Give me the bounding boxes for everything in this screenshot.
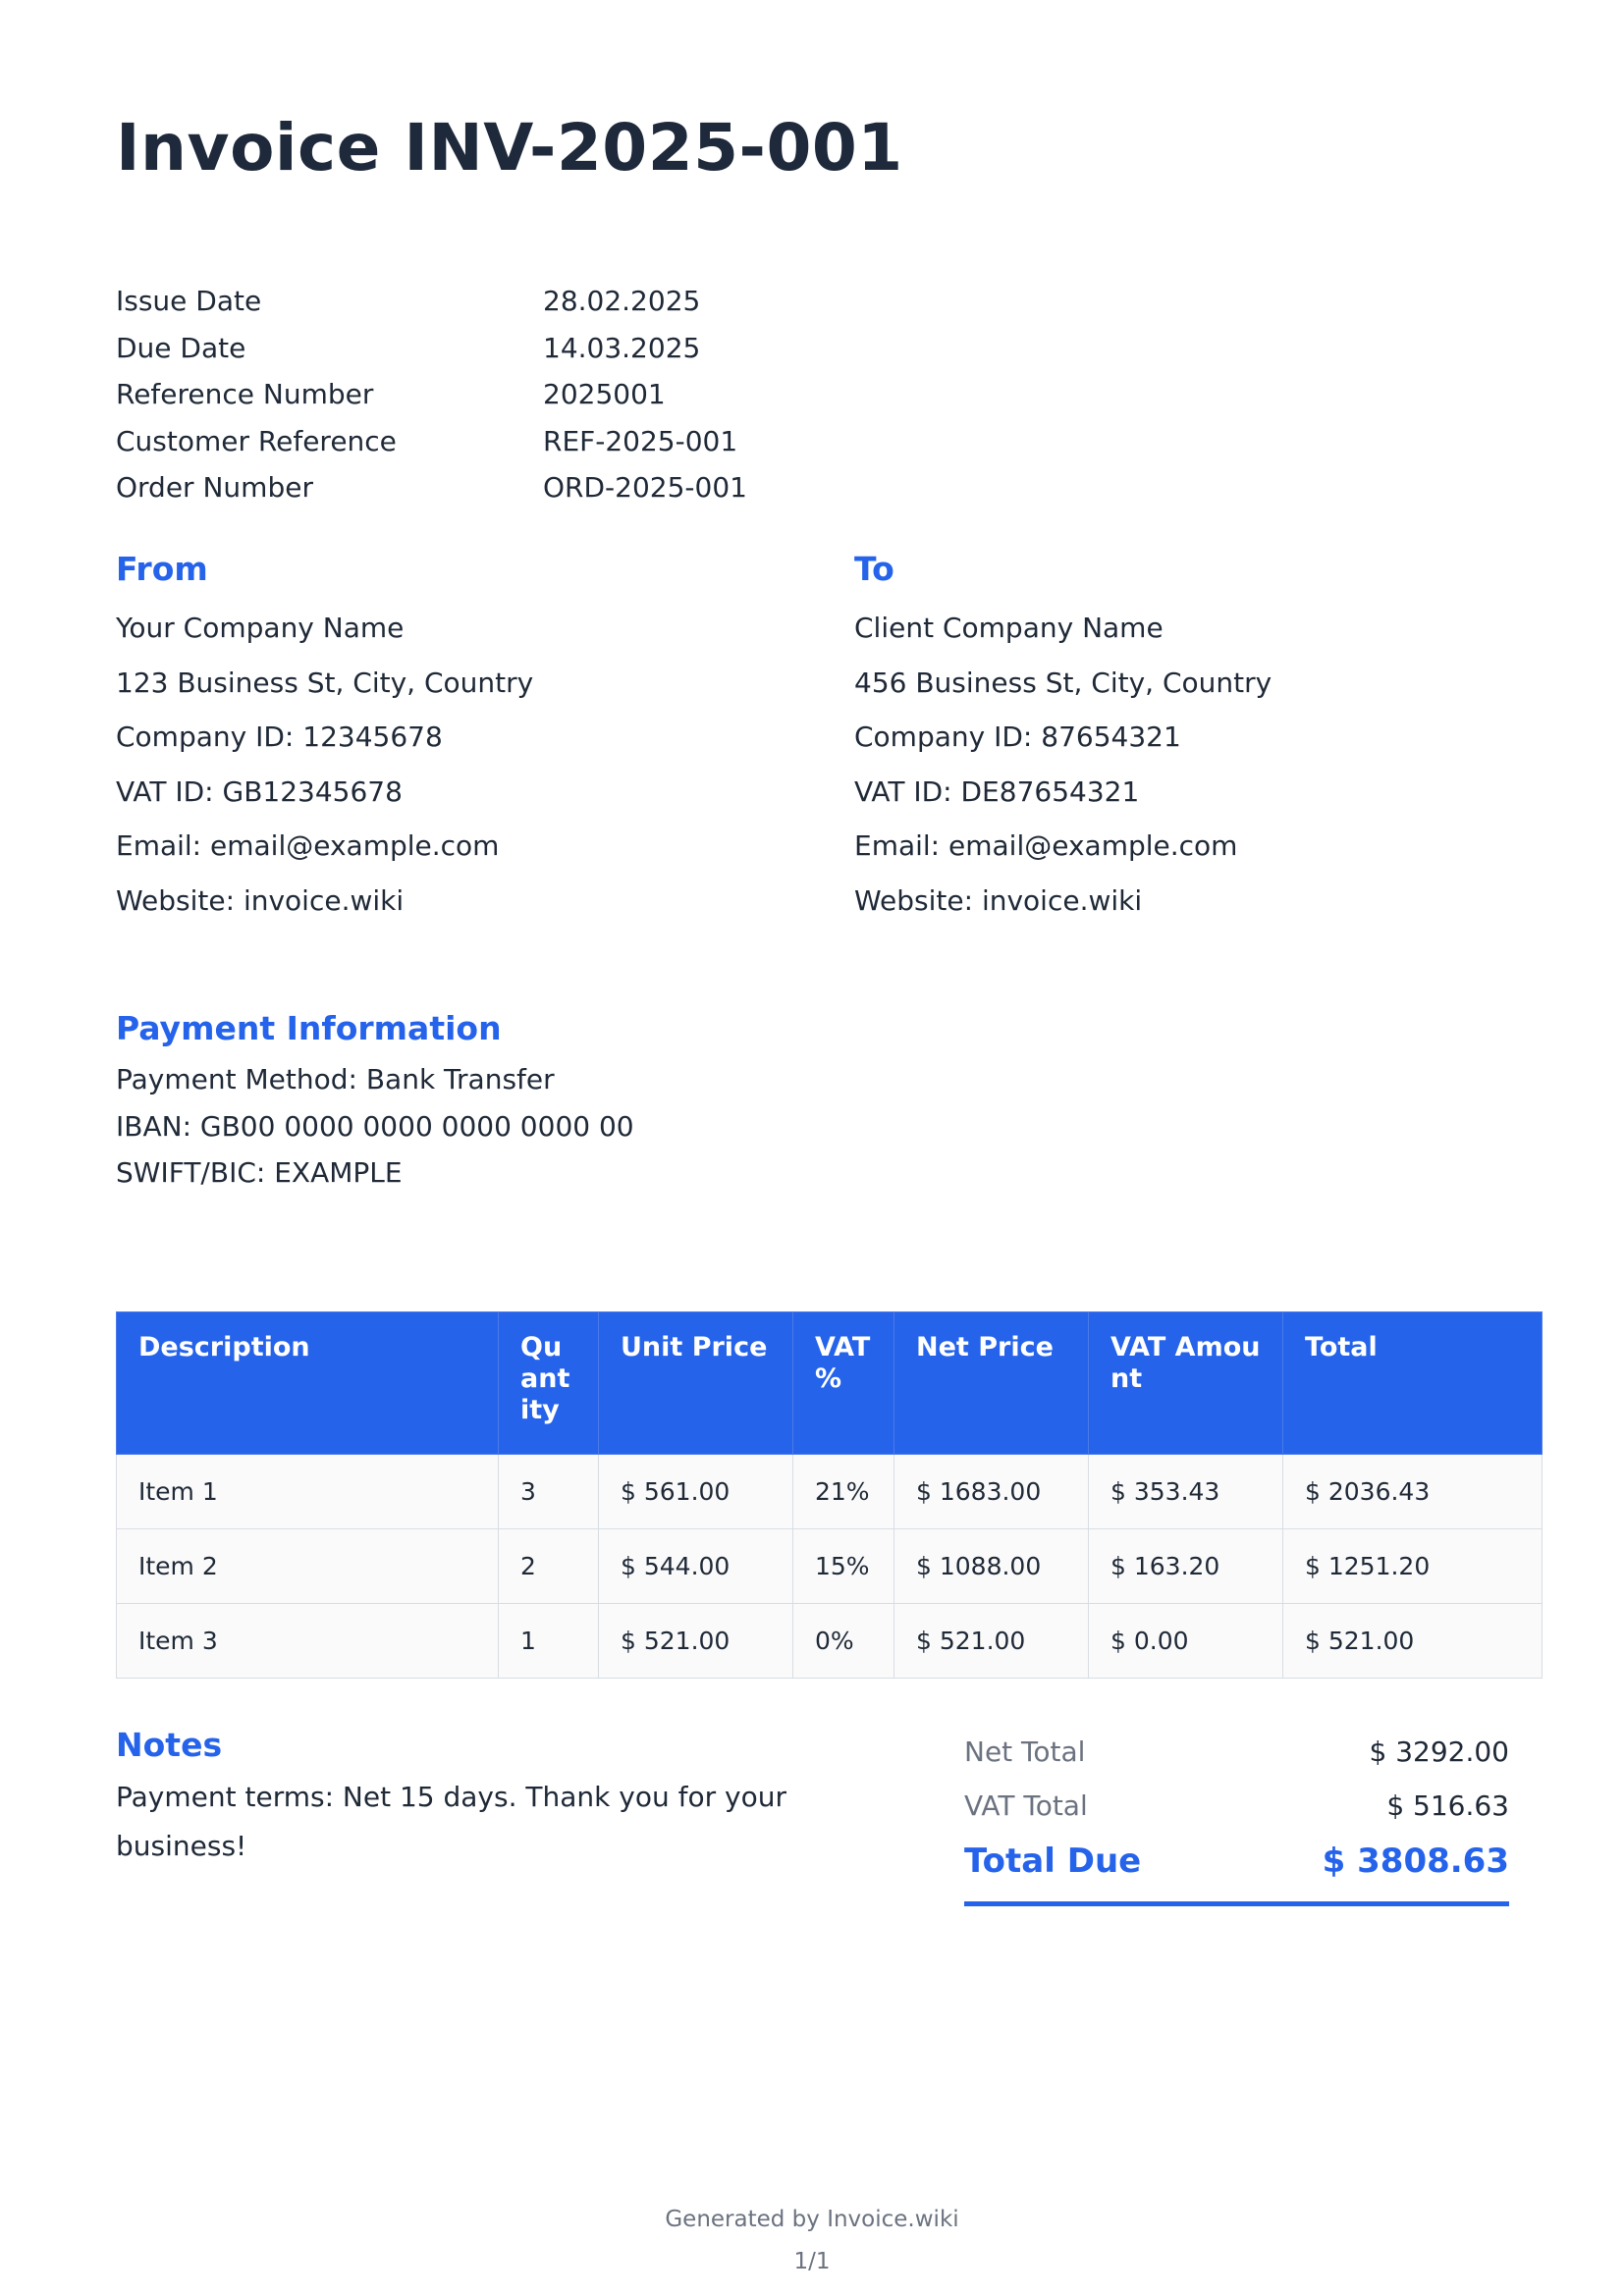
net-total-row	[964, 1725, 1509, 1779]
meta-label: Issue Date	[116, 285, 262, 317]
cell-vat-amount: $ 353.43	[1089, 1455, 1283, 1529]
vat-total-value: $ 516.63	[1386, 1789, 1509, 1822]
net-total-value: $ 3292.00	[1369, 1735, 1509, 1768]
to-email: Email: email@example.com	[854, 829, 1238, 862]
payment-heading: Payment Information	[116, 1009, 502, 1047]
notes-text: Payment terms: Net 15 days. Thank you for your business!	[116, 1781, 786, 1862]
cell-vat-percent: 21%	[793, 1455, 894, 1529]
from-vat-id: VAT ID: GB12345678	[116, 774, 403, 808]
cell-quantity: 1	[499, 1604, 599, 1679]
cell-unit-price: $ 561.00	[599, 1455, 793, 1529]
cell-net-price: $ 521.00	[894, 1604, 1089, 1679]
from-heading: From	[116, 550, 208, 588]
meta-value: REF-2025-001	[543, 424, 738, 457]
payment-swift: SWIFT/BIC: EXAMPLE	[116, 1156, 403, 1189]
cell-unit-price: $ 544.00	[599, 1529, 793, 1604]
from-email: Email: email@example.com	[116, 829, 500, 862]
total-due-label: Total Due	[964, 1842, 1142, 1881]
meta-value: ORD-2025-001	[543, 471, 747, 504]
cell-quantity: 2	[499, 1529, 599, 1604]
vat-total-label: VAT Total	[964, 1789, 1088, 1822]
column-header-vat-percent: VAT %	[793, 1312, 894, 1455]
totals-section	[964, 1725, 1509, 1906]
table-header-row	[117, 1312, 1543, 1455]
to-section	[854, 544, 1463, 928]
cell-description: Item 1	[117, 1455, 499, 1529]
invoice-title: Invoice INV-2025-001	[116, 110, 903, 186]
column-header-unit-price: Unit Price	[599, 1312, 793, 1455]
from-address: 123 Business St, City, Country	[116, 666, 534, 699]
column-header-net-price: Net Price	[894, 1312, 1089, 1455]
to-heading: To	[854, 550, 894, 588]
cell-vat-amount: $ 163.20	[1089, 1529, 1283, 1604]
meta-value: 14.03.2025	[543, 331, 701, 364]
meta-value: 28.02.2025	[543, 285, 701, 317]
meta-row-due-date	[116, 325, 747, 372]
meta-label: Due Date	[116, 331, 246, 364]
to-company-name: Client Company Name	[854, 612, 1164, 644]
meta-value: 2025001	[543, 378, 666, 410]
from-section	[116, 544, 725, 928]
cell-net-price: $ 1683.00	[894, 1455, 1089, 1529]
from-company-id: Company ID: 12345678	[116, 721, 443, 753]
to-website: Website: invoice.wiki	[854, 883, 1143, 917]
to-company-id: Company ID: 87654321	[854, 721, 1181, 753]
meta-row-reference-number	[116, 371, 747, 418]
footer-page-number: 1/1	[793, 2249, 831, 2274]
cell-quantity: 3	[499, 1455, 599, 1529]
table-row	[117, 1529, 1543, 1604]
total-due-value: $ 3808.63	[1322, 1842, 1509, 1881]
table-row	[117, 1604, 1543, 1679]
payment-section	[116, 1001, 634, 1197]
meta-row-order-number	[116, 464, 747, 511]
cell-vat-percent: 15%	[793, 1529, 894, 1604]
meta-row-customer-reference	[116, 418, 747, 465]
cell-total: $ 1251.20	[1283, 1529, 1543, 1604]
cell-vat-percent: 0%	[793, 1604, 894, 1679]
to-vat-id: VAT ID: DE87654321	[854, 774, 1140, 808]
vat-total-row	[964, 1779, 1509, 1833]
column-header-vat-amount: VAT Amount	[1089, 1312, 1283, 1455]
net-total-label: Net Total	[964, 1735, 1086, 1768]
to-address: 456 Business St, City, Country	[854, 666, 1272, 699]
column-header-description: Description	[117, 1312, 499, 1455]
cell-unit-price: $ 521.00	[599, 1604, 793, 1679]
invoice-meta	[116, 278, 747, 511]
total-due-underline	[964, 1901, 1509, 1906]
notes-section	[116, 1720, 901, 1871]
footer-generated-by: Generated by Invoice.wiki	[665, 2207, 959, 2232]
from-website: Website: invoice.wiki	[116, 883, 405, 917]
cell-description: Item 3	[117, 1604, 499, 1679]
notes-heading: Notes	[116, 1726, 223, 1764]
meta-label: Order Number	[116, 471, 313, 504]
payment-method: Payment Method: Bank Transfer	[116, 1063, 555, 1095]
cell-vat-amount: $ 0.00	[1089, 1604, 1283, 1679]
cell-total: $ 521.00	[1283, 1604, 1543, 1679]
cell-description: Item 2	[117, 1529, 499, 1604]
table-row	[117, 1455, 1543, 1529]
payment-iban: IBAN: GB00 0000 0000 0000 0000 00	[116, 1109, 634, 1143]
total-due-row	[964, 1833, 1509, 1890]
cell-net-price: $ 1088.00	[894, 1529, 1089, 1604]
meta-label: Reference Number	[116, 378, 374, 410]
meta-row-issue-date	[116, 278, 747, 325]
cell-total: $ 2036.43	[1283, 1455, 1543, 1529]
column-header-total: Total	[1283, 1312, 1543, 1455]
column-header-quantity: Quantity	[499, 1312, 599, 1455]
line-items-table	[116, 1311, 1543, 1679]
meta-label: Customer Reference	[116, 424, 397, 457]
from-company-name: Your Company Name	[116, 612, 405, 644]
